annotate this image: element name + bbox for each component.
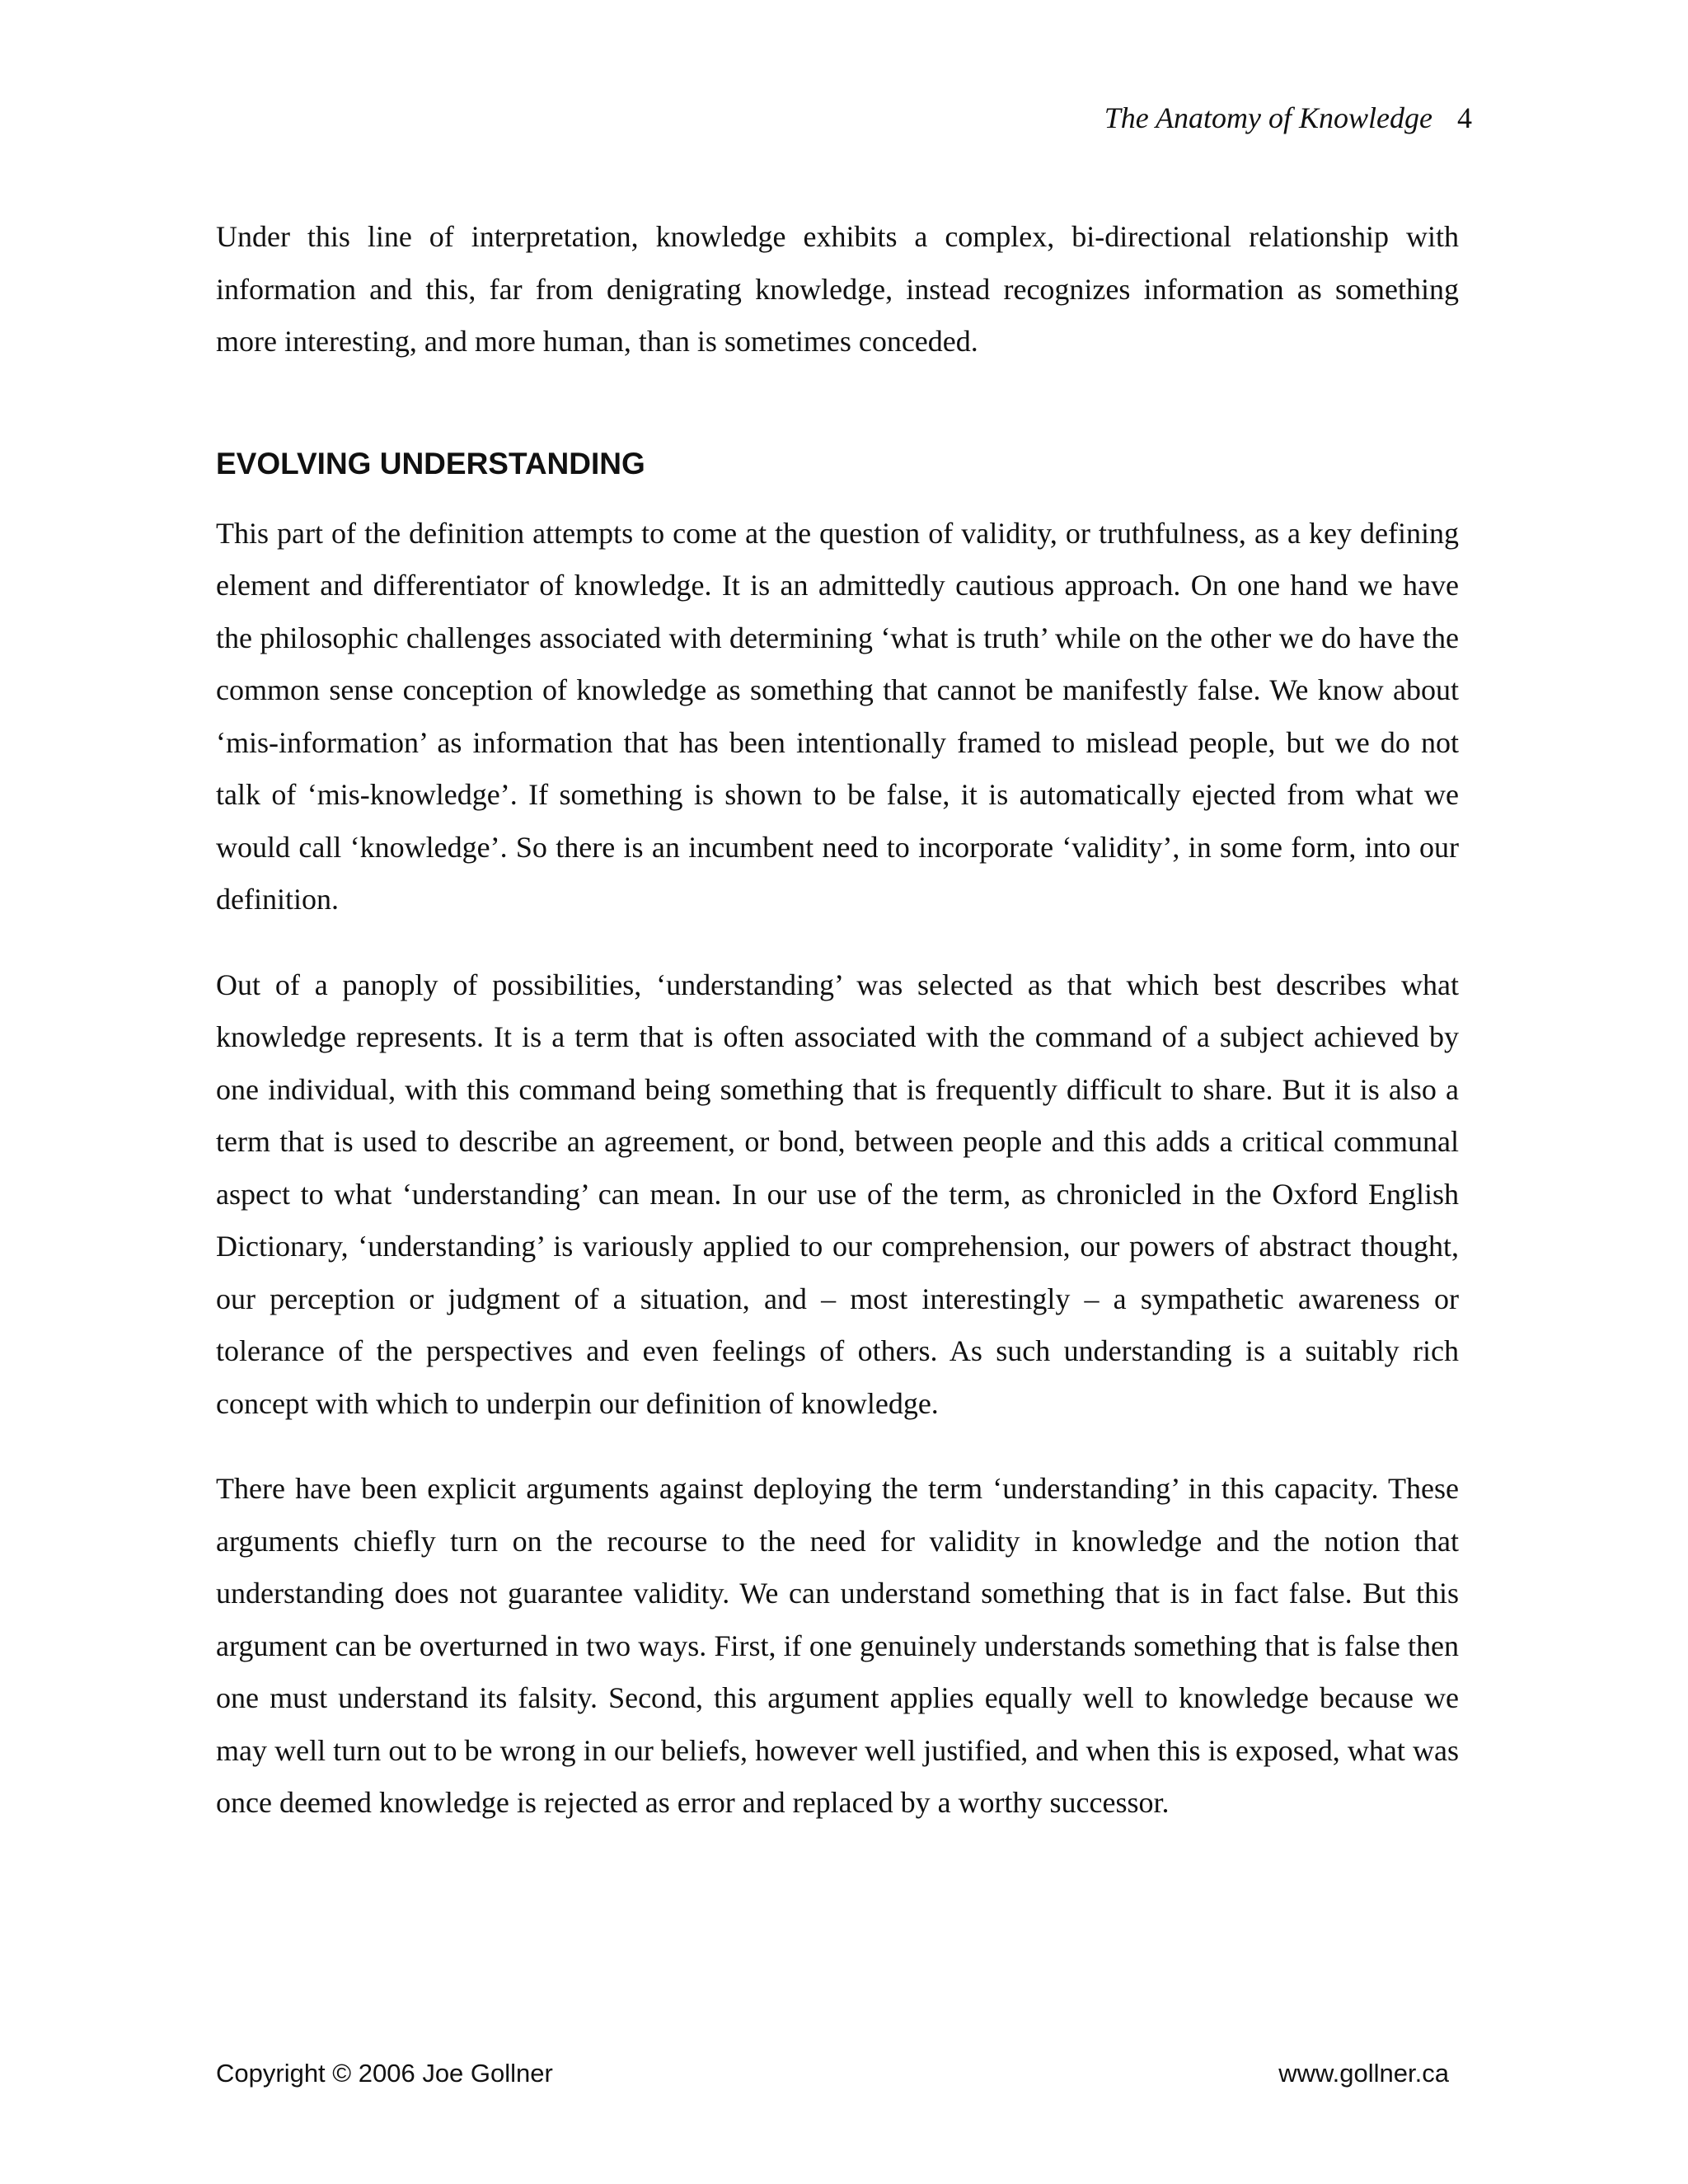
copyright-notice: Copyright © 2006 Joe Gollner xyxy=(216,2059,553,2088)
document-title: The Anatomy of Knowledge xyxy=(1104,101,1432,134)
body-paragraph: There have been explicit arguments against deploying the term ‘understanding’ in this capacity. These arguments chiefly turn on the recourse to the need for validity in knowledge and the notion that understanding does not guarantee validity. We can understand something that is in fact false. But this argument can be overturned in two ways. First, if one genuinely understands something that is false then one must understand its falsity. Second, this argument applies equally well to knowledge because we may well turn out to be wrong in our beliefs, however well justified, and when this is exposed, what was once deemed knowledge is rejected as error and replaced by a worthy successor. xyxy=(216,1472,1459,1819)
page-footer xyxy=(216,2055,1449,2092)
page-number: 4 xyxy=(1457,101,1472,134)
document-body xyxy=(216,211,1459,1830)
running-header xyxy=(1104,97,1472,138)
section-heading: EVOLVING UNDERSTANDING xyxy=(216,446,645,480)
website-url: www.gollner.ca xyxy=(1278,2059,1449,2088)
body-paragraph: Out of a panoply of possibilities, ‘understanding’ was selected as that which best describes what knowledge represents. It is a term that is often associated with the command of a subject achieved by one individual, with this command being something that is frequently difficult to share. But it is also a term that is used to describe an agreement, or bond, between people and this adds a critical communal aspect to what ‘understanding’ can mean. In our use of the term, as chronicled in the Oxford English Dictionary, ‘understanding’ is variously applied to our comprehension, our powers of abstract thought, our perception or judgment of a situation, and – most interestingly – a sympathetic awareness or tolerance of the perspectives and even feelings of others. As such understanding is a suitably rich concept with which to underpin our definition of knowledge. xyxy=(216,968,1459,1420)
body-paragraph: Under this line of interpretation, knowledge exhibits a complex, bi-directional relationship with information and this, far from denigrating knowledge, instead recognizes information as something more interesting, and more human, than is sometimes conceded. xyxy=(216,220,1459,358)
body-paragraph: This part of the definition attempts to come at the question of validity, or truthfulness, as a key defining element and differentiator of knowledge. It is an admittedly cautious approach. On one hand we have the philosophic challenges associated with determining ‘what is truth’ while on the other we do have the common sense conception of knowledge as something that cannot be manifestly false. We know about ‘mis-information’ as information that has been intentionally framed to mislead people, but we do not talk of ‘mis-knowledge’. If something is shown to be false, it is automatically ejected from what we would call ‘knowledge’. So there is an incumbent need to incorporate ‘validity’, in some form, into our definition. xyxy=(216,516,1459,916)
